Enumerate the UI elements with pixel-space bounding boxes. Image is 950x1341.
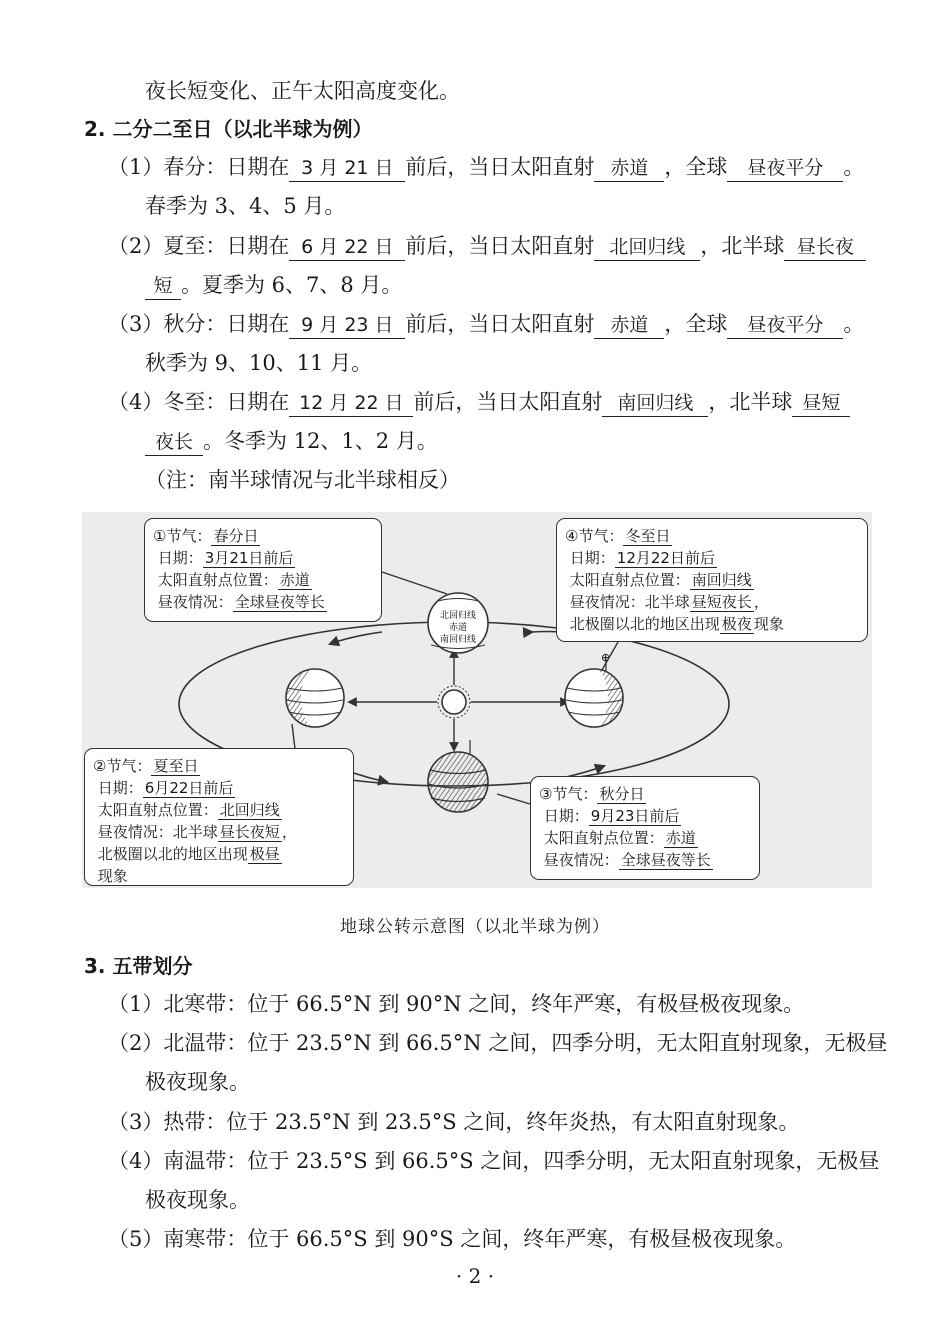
box4-phenomenon: 现象: [753, 615, 784, 633]
box4-term-label: ④节气：: [565, 527, 624, 545]
box1-point-label: 太阳直射点位置：: [157, 571, 278, 589]
box3-daynight: 全球昼夜等长: [620, 851, 711, 869]
box3-point: 赤道: [665, 829, 696, 847]
spring-point-blank: 赤道: [594, 155, 664, 182]
box2-date: 6月22日前后: [144, 779, 234, 797]
box2-polar-label: 北极圈以北的地区出现: [97, 845, 248, 863]
autumn-season: 秋季为 9、10、11 月。: [145, 351, 373, 375]
summer-mid2: ，北半球: [700, 234, 785, 258]
box4-term: 冬至日: [625, 527, 671, 545]
spring-prefix: （1）春分：日期在: [108, 155, 290, 179]
box1-daynight-label: 昼夜情况：: [157, 593, 233, 611]
section2-heading: 2. 二分二至日（以北半球为例）: [84, 117, 373, 141]
summer-point-blank: 北回归线: [594, 234, 700, 261]
box2-term: 夏至日: [153, 757, 199, 775]
winter-daynight-blank-a: 昼短: [792, 390, 850, 417]
box4-point-label: 太阳直射点位置：: [569, 571, 690, 589]
earth-revolution-figure: [82, 512, 872, 888]
zone-2-line-1: （2）北温带：位于 23.5°N 到 66.5°N 之间，四季分明，无太阳直射现象，无极昼: [108, 1031, 888, 1055]
box3-date-label: 日期：: [543, 807, 589, 825]
callout-autumn-equinox: [530, 776, 760, 880]
spring-season: 春季为 3、4、5 月。: [145, 194, 346, 218]
summer-prefix: （2）夏至：日期在: [108, 234, 290, 258]
box1-date-label: 日期：: [157, 549, 203, 567]
spring-daynight-blank: 昼夜平分: [727, 155, 843, 182]
callout-spring-equinox: [144, 518, 382, 622]
summer-date-blank: 6 月 22 日: [289, 234, 405, 261]
globe-winter-icon: [565, 651, 623, 727]
box4-point: 南回归线: [691, 571, 752, 589]
autumn-date-blank: 9 月 23 日: [289, 312, 405, 339]
box2-point-label: 太阳直射点位置：: [97, 801, 218, 819]
box2-point: 北回归线: [219, 801, 280, 819]
box1-date: 3月21日前后: [204, 549, 294, 567]
winter-daynight-blank-b: 夜长: [145, 429, 203, 456]
summer-mid: 前后，当日太阳直射: [405, 234, 595, 258]
callout-winter-solstice: [556, 518, 868, 642]
section3-heading: 3. 五带划分: [84, 954, 193, 978]
globe-spring-icon: [428, 593, 488, 653]
summer-season: 。夏季为 6、7、8 月。: [181, 273, 403, 297]
spring-line: [108, 152, 864, 182]
globe-summer-icon: [286, 669, 344, 727]
zone-4-line-1: （4）南温带：位于 23.5°S 到 66.5°S 之间，四季分明，无太阳直射现象，无极昼: [108, 1149, 880, 1173]
box1-point: 赤道: [279, 571, 310, 589]
box2-comma: ，: [281, 823, 297, 841]
summer-daynight-blank-b: 短: [145, 273, 181, 300]
spring-mid: 前后，当日太阳直射: [405, 155, 595, 179]
box4-daynight-label: 昼夜情况：北半球: [569, 593, 690, 611]
box4-comma: ，: [753, 593, 769, 611]
box1-term-label: ①节气：: [153, 527, 212, 545]
zone-5: （5）南寒带：位于 66.5°S 到 90°S 之间，终年严寒，有极昼极夜现象。: [108, 1227, 797, 1251]
orbit-arrow-top-left: [330, 632, 382, 644]
winter-mid2: ，北半球: [708, 390, 793, 414]
sun-icon: [438, 686, 470, 718]
globe-label-tropic-n: 北回归线: [439, 611, 477, 621]
autumn-point-blank: 赤道: [594, 312, 664, 339]
box2-term-label: ②节气：: [93, 757, 152, 775]
box3-point-label: 太阳直射点位置：: [543, 829, 664, 847]
box4-polar-label: 北极圈以北的地区出现: [569, 615, 720, 633]
autumn-end: 。: [843, 312, 865, 336]
box4-date: 12月22日前后: [616, 549, 715, 567]
winter-date-blank: 12 月 22 日: [289, 390, 413, 417]
figure-caption: 地球公转示意图（以北半球为例）: [340, 917, 610, 937]
winter-line-2: [145, 426, 438, 456]
globe-label-tropic-s: 南回归线: [439, 635, 477, 645]
section2-note: （注：南半球情况与北半球相反）: [145, 468, 460, 492]
svg-text:⊕: ⊕: [601, 651, 611, 664]
spring-date-blank: 3 月 21 日: [289, 155, 405, 182]
autumn-mid: 前后，当日太阳直射: [405, 312, 595, 336]
autumn-prefix: （3）秋分：日期在: [108, 312, 290, 336]
autumn-mid2: ，全球: [664, 312, 728, 336]
page-number: · 2 ·: [455, 1264, 495, 1288]
zone-4-line-2: 极夜现象。: [145, 1188, 250, 1212]
winter-mid: 前后，当日太阳直射: [413, 390, 603, 414]
callout-summer-solstice: [84, 748, 354, 886]
box4-date-label: 日期：: [569, 549, 615, 567]
spring-end: 。: [843, 155, 865, 179]
zone-1: （1）北寒带：位于 66.5°N 到 90°N 之间，终年严寒，有极昼极夜现象。: [108, 992, 805, 1016]
box2-polar: 极昼: [249, 845, 280, 863]
spring-mid2: ，全球: [664, 155, 728, 179]
box3-term-label: ③节气：: [539, 785, 598, 803]
winter-season: 。冬季为 12、1、2 月。: [203, 429, 438, 453]
autumn-daynight-blank: 昼夜平分: [727, 312, 843, 339]
box2-date-label: 日期：: [97, 779, 143, 797]
zone-2-line-2: 极夜现象。: [145, 1070, 250, 1094]
globe-label-equator: 赤道: [448, 623, 468, 633]
winter-line: [108, 387, 850, 417]
intro-line: 夜长短变化、正午太阳高度变化。: [145, 79, 460, 103]
globe-autumn-icon: [428, 740, 488, 812]
box2-daynight: 昼长夜短: [219, 823, 280, 841]
summer-line-2: [145, 270, 402, 300]
box2-phenomenon: 现象: [97, 867, 128, 885]
box4-daynight: 昼短夜长: [691, 593, 752, 611]
summer-line: [108, 231, 866, 261]
box1-term: 春分日: [213, 527, 259, 545]
box3-term: 秋分日: [599, 785, 645, 803]
box4-polar: 极夜: [721, 615, 752, 633]
winter-point-blank: 南回归线: [602, 390, 708, 417]
box3-date: 9月23日前后: [590, 807, 680, 825]
autumn-line: [108, 309, 864, 339]
box3-daynight-label: 昼夜情况：: [543, 851, 619, 869]
zone-3: （3）热带：位于 23.5°N 到 23.5°S 之间，终年炎热，有太阳直射现象。: [108, 1110, 800, 1134]
box2-daynight-label: 昼夜情况：北半球: [97, 823, 218, 841]
summer-daynight-blank-a: 昼长夜: [784, 234, 866, 261]
winter-prefix: （4）冬至：日期在: [108, 390, 290, 414]
box1-daynight: 全球昼夜等长: [234, 593, 325, 611]
